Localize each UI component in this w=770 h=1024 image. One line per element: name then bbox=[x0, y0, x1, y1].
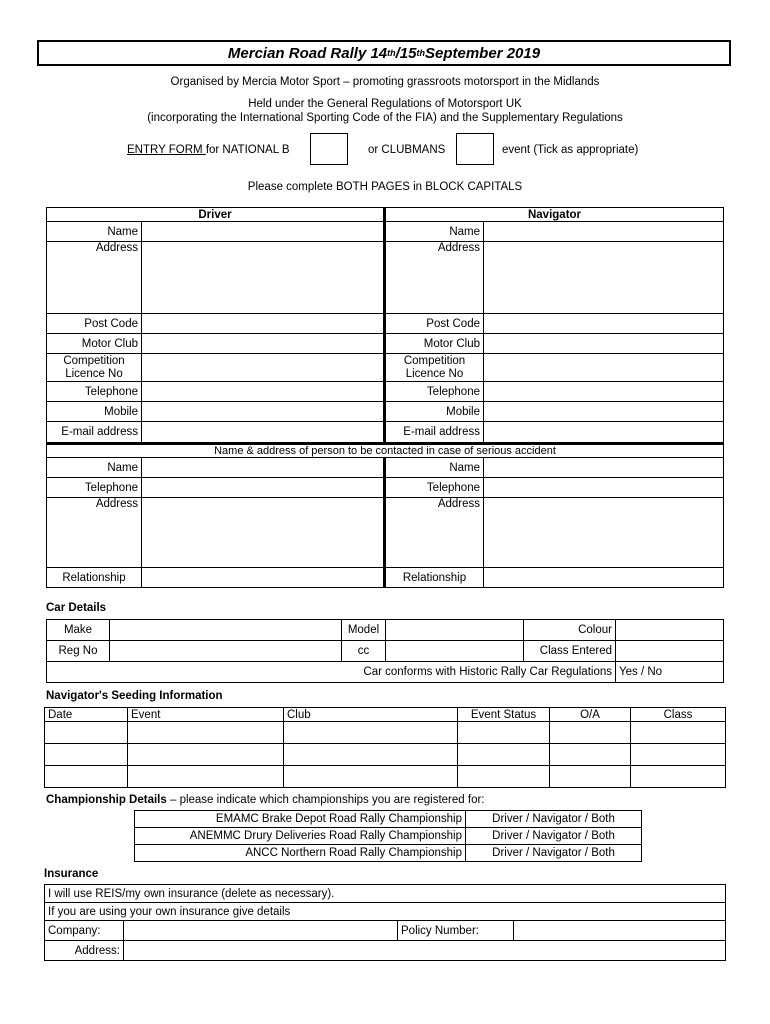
championship-row bbox=[135, 811, 642, 828]
make-field[interactable] bbox=[110, 620, 342, 641]
complete-both-line: Please complete BOTH PAGES in BLOCK CAPITALS bbox=[247, 181, 523, 193]
championship-choice[interactable]: Driver / Navigator / Both bbox=[466, 811, 642, 828]
entry-form-label bbox=[127, 144, 290, 156]
colour-field[interactable] bbox=[616, 620, 724, 641]
driver-email-label: E-mail address bbox=[47, 422, 142, 444]
cc-label: cc bbox=[342, 641, 386, 662]
navigator-address-label: Address bbox=[385, 242, 484, 314]
model-field[interactable] bbox=[386, 620, 524, 641]
navigator-relationship-label: Relationship bbox=[385, 568, 484, 588]
insurance-address-label: Address: bbox=[45, 941, 124, 961]
championship-row bbox=[135, 828, 642, 845]
seeding-cell[interactable] bbox=[550, 722, 631, 744]
title-mid: /15 bbox=[395, 44, 417, 62]
seeding-cell[interactable] bbox=[458, 766, 550, 788]
seeding-row bbox=[45, 744, 726, 766]
title-pre: Mercian Road Rally 14 bbox=[227, 44, 388, 62]
driver-licence-field[interactable] bbox=[142, 354, 385, 382]
car-details-heading: Car Details bbox=[46, 602, 107, 614]
driver-emergency-address-field[interactable] bbox=[142, 498, 385, 568]
seeding-col-oa: O/A bbox=[550, 708, 631, 722]
championship-heading-rest: – please indicate which championships you are registered for: bbox=[166, 794, 485, 806]
national-b-text: for NATIONAL B bbox=[205, 144, 290, 156]
driver-motorclub-field[interactable] bbox=[142, 334, 385, 354]
navigator-postcode-label: Post Code bbox=[385, 314, 484, 334]
seeding-cell[interactable] bbox=[284, 722, 458, 744]
navigator-motorclub-field[interactable] bbox=[484, 334, 724, 354]
organised-line: Organised by Mercia Motor Sport – promoting grassroots motorsport in the Midlands bbox=[170, 76, 600, 88]
navigator-mobile-label: Mobile bbox=[385, 402, 484, 422]
reg-no-field[interactable] bbox=[110, 641, 342, 662]
navigator-name-field[interactable] bbox=[484, 222, 724, 242]
clubmans-text: or CLUBMANS bbox=[368, 144, 446, 156]
seeding-cell[interactable] bbox=[128, 744, 284, 766]
navigator-emergency-telephone-label: Telephone bbox=[385, 478, 484, 498]
make-label: Make bbox=[47, 620, 110, 641]
event-tick-text: event (Tick as appropriate) bbox=[502, 144, 639, 156]
driver-address-field[interactable] bbox=[142, 242, 385, 314]
driver-emergency-name-label: Name bbox=[47, 458, 142, 478]
driver-postcode-label: Post Code bbox=[47, 314, 142, 334]
reg-no-label: Reg No bbox=[47, 641, 110, 662]
championship-choice[interactable]: Driver / Navigator / Both bbox=[466, 845, 642, 862]
navigator-licence-label bbox=[385, 354, 484, 382]
policy-label: Policy Number: bbox=[398, 921, 514, 941]
seeding-cell[interactable] bbox=[45, 722, 128, 744]
seeding-col-date: Date bbox=[45, 708, 128, 722]
navigator-emergency-name-field[interactable] bbox=[484, 458, 724, 478]
championship-heading bbox=[46, 794, 485, 806]
navigator-telephone-field[interactable] bbox=[484, 382, 724, 402]
championship-name: ANEMMC Drury Deliveries Road Rally Championship bbox=[135, 828, 466, 845]
championship-choice[interactable]: Driver / Navigator / Both bbox=[466, 828, 642, 845]
car-table bbox=[46, 619, 724, 683]
colour-label: Colour bbox=[524, 620, 616, 641]
seeding-cell[interactable] bbox=[550, 744, 631, 766]
seeding-cell[interactable] bbox=[550, 766, 631, 788]
navigator-telephone-label: Telephone bbox=[385, 382, 484, 402]
held-under-line: Held under the General Regulations of Motorsport UK bbox=[248, 98, 522, 110]
cc-field[interactable] bbox=[386, 641, 524, 662]
insurance-heading: Insurance bbox=[44, 868, 99, 880]
model-label: Model bbox=[342, 620, 386, 641]
seeding-cell[interactable] bbox=[631, 744, 726, 766]
seeding-cell[interactable] bbox=[45, 766, 128, 788]
seeding-row bbox=[45, 722, 726, 744]
navigator-emergency-address-field[interactable] bbox=[484, 498, 724, 568]
navigator-motorclub-label: Motor Club bbox=[385, 334, 484, 354]
championship-name: ANCC Northern Road Rally Championship bbox=[135, 845, 466, 862]
seeding-cell[interactable] bbox=[284, 744, 458, 766]
insurance-line-2: If you are using your own insurance give details bbox=[45, 903, 726, 921]
insurance-address-field[interactable] bbox=[124, 941, 726, 961]
seeding-col-club: Club bbox=[284, 708, 458, 722]
company-label: Company: bbox=[45, 921, 124, 941]
navigator-postcode-field[interactable] bbox=[484, 314, 724, 334]
entry-form-text: ENTRY FORM bbox=[127, 144, 206, 156]
seeding-cell[interactable] bbox=[128, 766, 284, 788]
championship-row bbox=[135, 845, 642, 862]
insurance-line-1[interactable]: I will use REIS/my own insurance (delete as necessary). bbox=[45, 885, 726, 903]
driver-emergency-telephone-field[interactable] bbox=[142, 478, 385, 498]
incorporating-line: (incorporating the International Sporting Code of the FIA) and the Supplementary Regulations bbox=[147, 112, 623, 124]
navigator-email-field[interactable] bbox=[484, 422, 724, 444]
seeding-cell[interactable] bbox=[458, 722, 550, 744]
seeding-cell[interactable] bbox=[631, 766, 726, 788]
driver-relationship-label: Relationship bbox=[47, 568, 142, 588]
championship-heading-bold: Championship Details bbox=[46, 794, 167, 806]
championship-table bbox=[134, 810, 642, 862]
driver-licence-label bbox=[47, 354, 142, 382]
navigator-emergency-name-label: Name bbox=[385, 458, 484, 478]
navigator-relationship-field[interactable] bbox=[484, 568, 724, 588]
seeding-cell[interactable] bbox=[128, 722, 284, 744]
insurance-table bbox=[44, 884, 726, 961]
driver-postcode-field[interactable] bbox=[142, 314, 385, 334]
emergency-heading: Name & address of person to be contacted in case of serious accident bbox=[47, 444, 724, 458]
company-field[interactable] bbox=[124, 921, 398, 941]
policy-field[interactable] bbox=[514, 921, 726, 941]
driver-email-field[interactable] bbox=[142, 422, 385, 444]
navigator-licence-label-2: Licence No bbox=[405, 367, 464, 380]
title-sup-1: th bbox=[387, 48, 396, 58]
driver-address-label: Address bbox=[47, 242, 142, 314]
seeding-row bbox=[45, 766, 726, 788]
title-post: September 2019 bbox=[425, 44, 541, 62]
national-b-checkbox[interactable] bbox=[310, 133, 348, 165]
driver-licence-label-1: Competition bbox=[63, 354, 125, 367]
driver-licence-label-2: Licence No bbox=[65, 367, 123, 380]
navigator-heading: Navigator bbox=[385, 208, 724, 222]
navigator-name-label: Name bbox=[385, 222, 484, 242]
driver-name-field[interactable] bbox=[142, 222, 385, 242]
driver-mobile-field[interactable] bbox=[142, 402, 385, 422]
driver-motorclub-label: Motor Club bbox=[47, 334, 142, 354]
driver-heading: Driver bbox=[47, 208, 385, 222]
historic-label: Car conforms with Historic Rally Car Regulations bbox=[47, 662, 616, 683]
navigator-emergency-address-label: Address bbox=[385, 498, 484, 568]
seeding-cell[interactable] bbox=[284, 766, 458, 788]
seeding-col-event: Event bbox=[128, 708, 284, 722]
navigator-licence-label-1: Competition bbox=[403, 354, 466, 367]
driver-emergency-name-field[interactable] bbox=[142, 458, 385, 478]
clubmans-checkbox[interactable] bbox=[456, 133, 494, 165]
driver-emergency-address-label: Address bbox=[47, 498, 142, 568]
seeding-cell[interactable] bbox=[631, 722, 726, 744]
seeding-col-class: Class bbox=[631, 708, 726, 722]
title-sup-2: th bbox=[416, 48, 425, 58]
driver-relationship-field[interactable] bbox=[142, 568, 385, 588]
historic-yes-no[interactable]: Yes / No bbox=[616, 662, 724, 683]
navigator-emergency-telephone-field[interactable] bbox=[484, 478, 724, 498]
crew-table bbox=[46, 207, 724, 588]
navigator-mobile-field[interactable] bbox=[484, 402, 724, 422]
seeding-cell[interactable] bbox=[458, 744, 550, 766]
form-title bbox=[37, 40, 731, 66]
championship-name: EMAMC Brake Depot Road Rally Championship bbox=[135, 811, 466, 828]
driver-mobile-label: Mobile bbox=[47, 402, 142, 422]
seeding-heading: Navigator's Seeding Information bbox=[46, 690, 223, 702]
seeding-col-status: Event Status bbox=[458, 708, 550, 722]
navigator-address-field[interactable] bbox=[484, 242, 724, 314]
driver-emergency-telephone-label: Telephone bbox=[47, 478, 142, 498]
driver-telephone-field[interactable] bbox=[142, 382, 385, 402]
driver-name-label: Name bbox=[47, 222, 142, 242]
class-entered-label: Class Entered bbox=[524, 641, 616, 662]
seeding-cell[interactable] bbox=[45, 744, 128, 766]
class-entered-field[interactable] bbox=[616, 641, 724, 662]
seeding-table bbox=[44, 707, 726, 788]
navigator-licence-field[interactable] bbox=[484, 354, 724, 382]
navigator-email-label: E-mail address bbox=[385, 422, 484, 444]
driver-telephone-label: Telephone bbox=[47, 382, 142, 402]
